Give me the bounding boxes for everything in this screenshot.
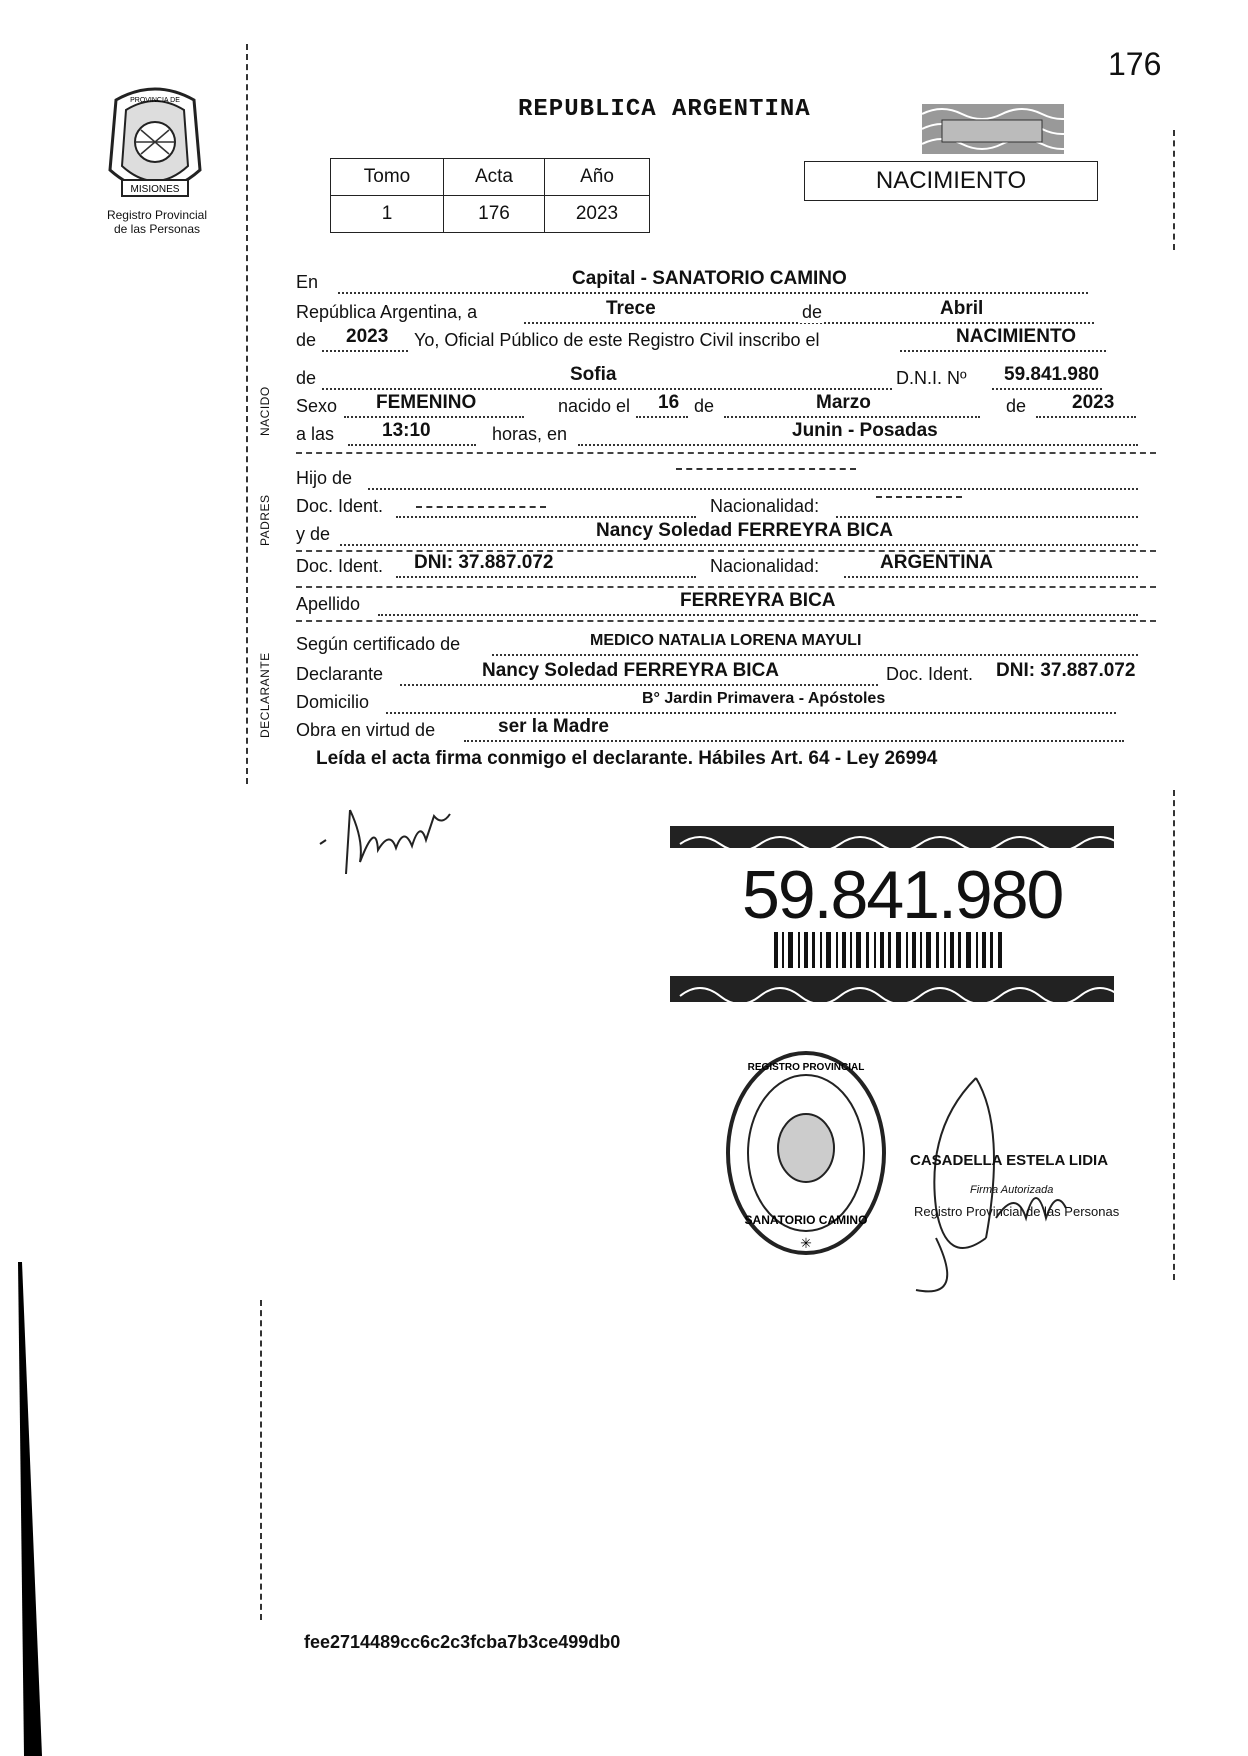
svg-text:REGISTRO PROVINCIAL: REGISTRO PROVINCIAL bbox=[747, 1062, 865, 1073]
obra-label: Obra en virtud de bbox=[296, 720, 436, 740]
svg-text:✳: ✳ bbox=[800, 1235, 812, 1251]
sexo-value: FEMENINO bbox=[376, 392, 477, 413]
y-de-label: y de bbox=[296, 524, 331, 544]
row-declarante bbox=[296, 660, 1156, 688]
declarant-signature bbox=[316, 800, 466, 880]
dotted-line bbox=[348, 444, 476, 446]
row-mother bbox=[296, 520, 1156, 548]
dotted-line bbox=[492, 654, 1138, 656]
birth-year: 2023 bbox=[1072, 392, 1115, 413]
section-divider bbox=[296, 452, 1156, 454]
dni-sticker-number: 59.841.980 bbox=[742, 857, 1063, 933]
ano-header: Año bbox=[545, 159, 650, 196]
domicilio-label: Domicilio bbox=[296, 692, 370, 712]
left-margin-rule-lower bbox=[260, 1300, 262, 1620]
dotted-line bbox=[338, 292, 1088, 294]
security-stamp bbox=[922, 104, 1064, 154]
dotted-line bbox=[578, 444, 1138, 446]
svg-text:PROVINCIA DE: PROVINCIA DE bbox=[130, 97, 180, 104]
official-office: Registro Provincial de las Personas bbox=[914, 1204, 1120, 1219]
official-role: Firma Autorizada bbox=[970, 1184, 1054, 1196]
legal-text: Leída el acta firma conmigo el declarante. Hábiles Art. 64 - Ley 26994 bbox=[316, 748, 938, 769]
father-doc-struck bbox=[416, 506, 546, 508]
domicilio-value: B° Jardin Primavera - Apóstoles bbox=[642, 690, 886, 707]
dotted-line bbox=[386, 712, 1116, 714]
logo-caption-line2: de las Personas bbox=[113, 222, 201, 236]
act-type-box: NACIMIENTO bbox=[804, 161, 1098, 201]
mother-name: Nancy Soledad FERREYRA BICA bbox=[596, 520, 894, 541]
en-label: En bbox=[296, 272, 319, 292]
month-value: Abril bbox=[940, 298, 984, 319]
nacido-el-label: nacido el bbox=[558, 396, 631, 416]
dni-label: D.N.I. Nº bbox=[896, 368, 967, 388]
declarante-label: Declarante bbox=[296, 664, 384, 684]
year-value: 2023 bbox=[346, 326, 389, 347]
doc-ident-label: Doc. Ident. bbox=[296, 496, 384, 516]
apellido-value: FERREYRA BICA bbox=[680, 590, 836, 611]
dni-value: 59.841.980 bbox=[1004, 364, 1100, 385]
dotted-line bbox=[636, 416, 688, 418]
row-sexo bbox=[296, 392, 1156, 420]
hijo-label: Hijo de bbox=[296, 468, 353, 488]
row-hijo bbox=[296, 464, 1156, 492]
place-value: Junin - Posadas bbox=[792, 420, 938, 441]
mother-nationality: ARGENTINA bbox=[880, 552, 993, 573]
acta-header: Acta bbox=[444, 159, 545, 196]
mother-nacionalidad-label: Nacionalidad: bbox=[710, 556, 820, 576]
dotted-line bbox=[340, 544, 1138, 546]
apellido-label: Apellido bbox=[296, 594, 361, 614]
left-margin-rule bbox=[246, 44, 248, 784]
side-label-padres: PADRES bbox=[258, 494, 272, 546]
dotted-line bbox=[1036, 416, 1136, 418]
coat-of-arms-logo bbox=[96, 80, 214, 210]
row-apellido bbox=[296, 590, 1156, 618]
row-republica bbox=[296, 298, 1156, 326]
row-en bbox=[296, 268, 1156, 296]
declarante-doc-label: Doc. Ident. bbox=[886, 664, 974, 684]
declarante-doc-value: DNI: 37.887.072 bbox=[996, 660, 1136, 681]
time-value: 13:10 bbox=[382, 420, 431, 441]
registro-text: Yo, Oficial Público de este Registro Civil inscribo el bbox=[414, 330, 820, 350]
birth-month: Marzo bbox=[816, 392, 871, 413]
nacionalidad-label: Nacionalidad: bbox=[710, 496, 820, 516]
document-hash: fee2714489cc6c2c3fcba7b3ce499db0 bbox=[304, 1632, 621, 1652]
dotted-line bbox=[322, 388, 892, 390]
row-mother-doc bbox=[296, 552, 1156, 580]
dotted-line bbox=[396, 516, 696, 518]
birth-de-label: de bbox=[694, 396, 715, 416]
document-title: REPUBLICA ARGENTINA bbox=[518, 96, 811, 123]
reference-table bbox=[330, 158, 650, 233]
dotted-line bbox=[464, 740, 1124, 742]
name-value: Sofia bbox=[570, 364, 617, 385]
en-value: Capital - SANATORIO CAMINO bbox=[572, 268, 847, 289]
dotted-line bbox=[836, 516, 1138, 518]
obra-value: ser la Madre bbox=[498, 716, 609, 737]
mother-doc-label: Doc. Ident. bbox=[296, 556, 384, 576]
certificado-label: Según certificado de bbox=[296, 634, 461, 654]
section-divider bbox=[296, 620, 1156, 622]
day-value: Trece bbox=[606, 298, 656, 319]
side-label-nacido: NACIDO bbox=[258, 386, 272, 436]
official-seal bbox=[724, 1048, 888, 1258]
dotted-line bbox=[400, 684, 878, 686]
sexo-label: Sexo bbox=[296, 396, 338, 416]
dotted-line bbox=[378, 614, 1138, 616]
page-number: 176 bbox=[1108, 46, 1162, 82]
row-name bbox=[296, 364, 1156, 392]
father-name-struck bbox=[676, 468, 856, 470]
declarante-value: Nancy Soledad FERREYRA BICA bbox=[482, 660, 780, 681]
row-domicilio bbox=[296, 688, 1156, 716]
row-time-place bbox=[296, 420, 1156, 448]
certificado-value: MEDICO NATALIA LORENA MAYULI bbox=[590, 632, 862, 649]
scan-edge-bar bbox=[16, 1262, 42, 1756]
birth-day: 16 bbox=[658, 392, 680, 413]
horas-label: horas, en bbox=[492, 424, 568, 444]
row-obra bbox=[296, 716, 1156, 744]
side-label-declarante: DECLARANTE bbox=[258, 652, 272, 738]
acta-value: 176 bbox=[444, 196, 545, 233]
father-nationality-struck bbox=[876, 496, 962, 498]
dotted-line bbox=[724, 416, 980, 418]
row-year bbox=[296, 326, 1156, 354]
year-prefix: de bbox=[296, 330, 317, 350]
row-father-doc bbox=[296, 492, 1156, 520]
inscribo-value: NACIMIENTO bbox=[956, 326, 1076, 347]
dotted-line bbox=[844, 576, 1138, 578]
republica-label: República Argentina, a bbox=[296, 302, 478, 322]
dotted-line bbox=[900, 350, 1106, 352]
name-label: de bbox=[296, 368, 317, 388]
dotted-line bbox=[396, 576, 696, 578]
section-divider bbox=[296, 586, 1156, 588]
dotted-line bbox=[344, 416, 524, 418]
dotted-line bbox=[992, 388, 1102, 390]
right-margin-rule bbox=[1173, 130, 1175, 250]
tomo-header: Tomo bbox=[331, 159, 444, 196]
de-label: de bbox=[802, 302, 823, 322]
a-las-label: a las bbox=[296, 424, 335, 444]
logo-caption-line1: Registro Provincial bbox=[106, 208, 208, 222]
svg-text:MISIONES: MISIONES bbox=[130, 184, 180, 195]
birth-de2-label: de bbox=[1006, 396, 1027, 416]
ano-value: 2023 bbox=[545, 196, 650, 233]
dotted-line bbox=[368, 488, 1138, 490]
right-margin-rule-lower bbox=[1173, 790, 1175, 1280]
row-certificado bbox=[296, 630, 1156, 658]
svg-text:SANATORIO CAMINO: SANATORIO CAMINO bbox=[744, 1213, 868, 1227]
tomo-value: 1 bbox=[331, 196, 444, 233]
official-name: CASADELLA ESTELA LIDIA bbox=[910, 1152, 1109, 1169]
official-signature bbox=[906, 1068, 1126, 1298]
dotted-line bbox=[322, 350, 408, 352]
mother-doc: DNI: 37.887.072 bbox=[414, 552, 554, 573]
logo-caption bbox=[82, 208, 232, 236]
